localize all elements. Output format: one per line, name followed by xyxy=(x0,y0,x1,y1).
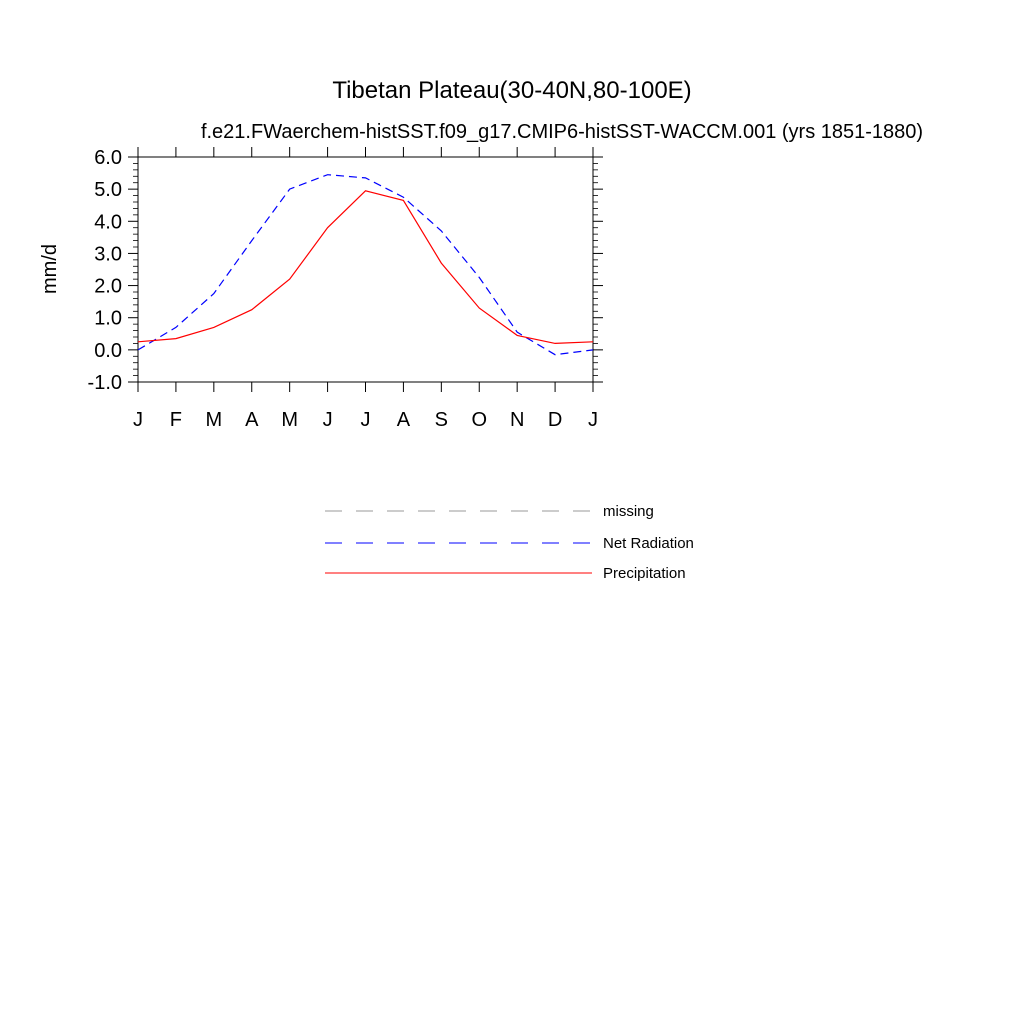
x-tick-label: J xyxy=(133,409,143,431)
series-line-precipitation xyxy=(138,191,593,344)
y-tick-label: 1.0 xyxy=(94,307,122,330)
x-tick-label: M xyxy=(205,409,223,431)
x-tick-label: M xyxy=(281,409,299,431)
legend-label-net-radiation: Net Radiation xyxy=(603,535,694,552)
plot-area xyxy=(88,147,603,431)
y-tick-label: -1.0 xyxy=(87,372,122,394)
y-tick-label: 3.0 xyxy=(94,243,122,266)
x-tick-label: O xyxy=(471,409,488,431)
legend xyxy=(325,503,694,582)
x-tick-label: D xyxy=(547,409,563,431)
y-tick-label: 4.0 xyxy=(94,211,122,234)
y-tick-label: 2.0 xyxy=(94,275,122,298)
x-tick-label: F xyxy=(169,409,183,431)
y-tick-label: 5.0 xyxy=(94,179,122,202)
x-tick-label: J xyxy=(588,409,598,431)
legend-label-missing: missing xyxy=(603,503,654,520)
x-tick-label: A xyxy=(396,409,411,431)
x-tick-label: S xyxy=(434,409,449,431)
chart-subtitle: f.e21.FWaerchem-histSST.f09_g17.CMIP6-histSST-WACCM.001 (yrs 1851-1880) xyxy=(200,121,924,143)
x-tick-label: J xyxy=(360,409,371,431)
y-axis-label: mm/d xyxy=(39,244,61,294)
series-line-net-radiation xyxy=(138,175,593,355)
chart-title: Tibetan Plateau(30-40N,80-100E) xyxy=(332,77,692,104)
y-tick-label: 6.0 xyxy=(94,147,122,169)
legend-label-precipitation: Precipitation xyxy=(603,565,686,582)
y-tick-label: 0.0 xyxy=(94,339,122,362)
x-tick-label: N xyxy=(509,409,525,431)
x-tick-label: A xyxy=(245,409,259,431)
x-tick-label: J xyxy=(322,409,333,431)
